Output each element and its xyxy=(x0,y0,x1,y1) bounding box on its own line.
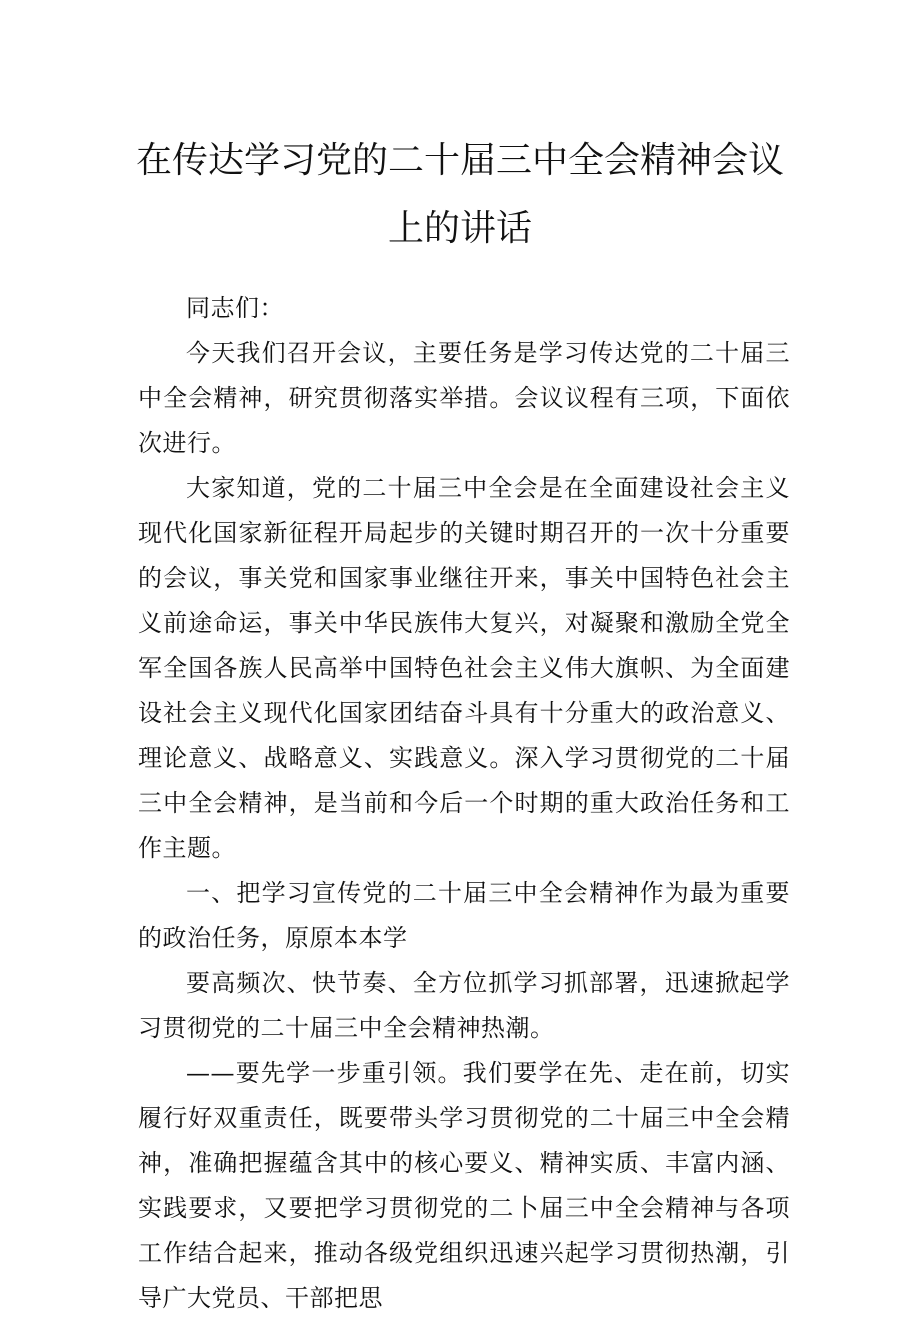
body-paragraph: 大家知道，党的二十届三中全会是在全面建设社会主义现代化国家新征程开局起步的关键时期召开的一次十分重要的会议，事关党和国家事业继往开来，事关中国特色社会主义前途命运，事关中华民族伟大复兴，对凝聚和激励全党全军全国各族人民高举中国特色社会主义伟大旗帜、为全面建设社会主义现代化国家团结奋斗具有十分重大的政治意义、理论意义、战略意义、实践意义。深入学习贯彻党的二十届三中全会精神，是当前和今后一个时期的重大政治任务和工作主题。 xyxy=(138,474,790,862)
body-paragraph: 今天我们召开会议，主要任务是学习传达党的二十届三中全会精神，研究贯彻落实举措。会议议程有三项，下面依次进行。 xyxy=(138,339,790,457)
document-title-line-1: 在传达学习党的二十届三中全会精神会议 xyxy=(135,140,784,181)
document-body xyxy=(138,286,790,1321)
salutation-paragraph: 同志们： xyxy=(186,294,284,322)
body-paragraph: 要高频次、快节奏、全方位抓学习抓部署，迅速掀起学习贯彻党的二十届三中全会精神热潮。 xyxy=(138,969,790,1042)
document-title-line-2: 上的讲话 xyxy=(387,208,532,249)
section-heading-paragraph: 一、把学习宣传党的二十届三中全会精神作为最为重要的政治任务，原原本本学 xyxy=(138,879,790,952)
body-paragraph: ——要先学一步重引领。我们要学在先、走在前，切实履行好双重责任，既要带头学习贯彻党的二十届三中全会精神，准确把握蕴含其中的核心要义、精神实质、丰富内涵、实践要求，又要把学习贯彻党的二卜届三中全会精神与各项工作结合起来，推动各级党组织迅速兴起学习贯彻热潮，引导广大党员、干部把思 xyxy=(138,1059,790,1312)
